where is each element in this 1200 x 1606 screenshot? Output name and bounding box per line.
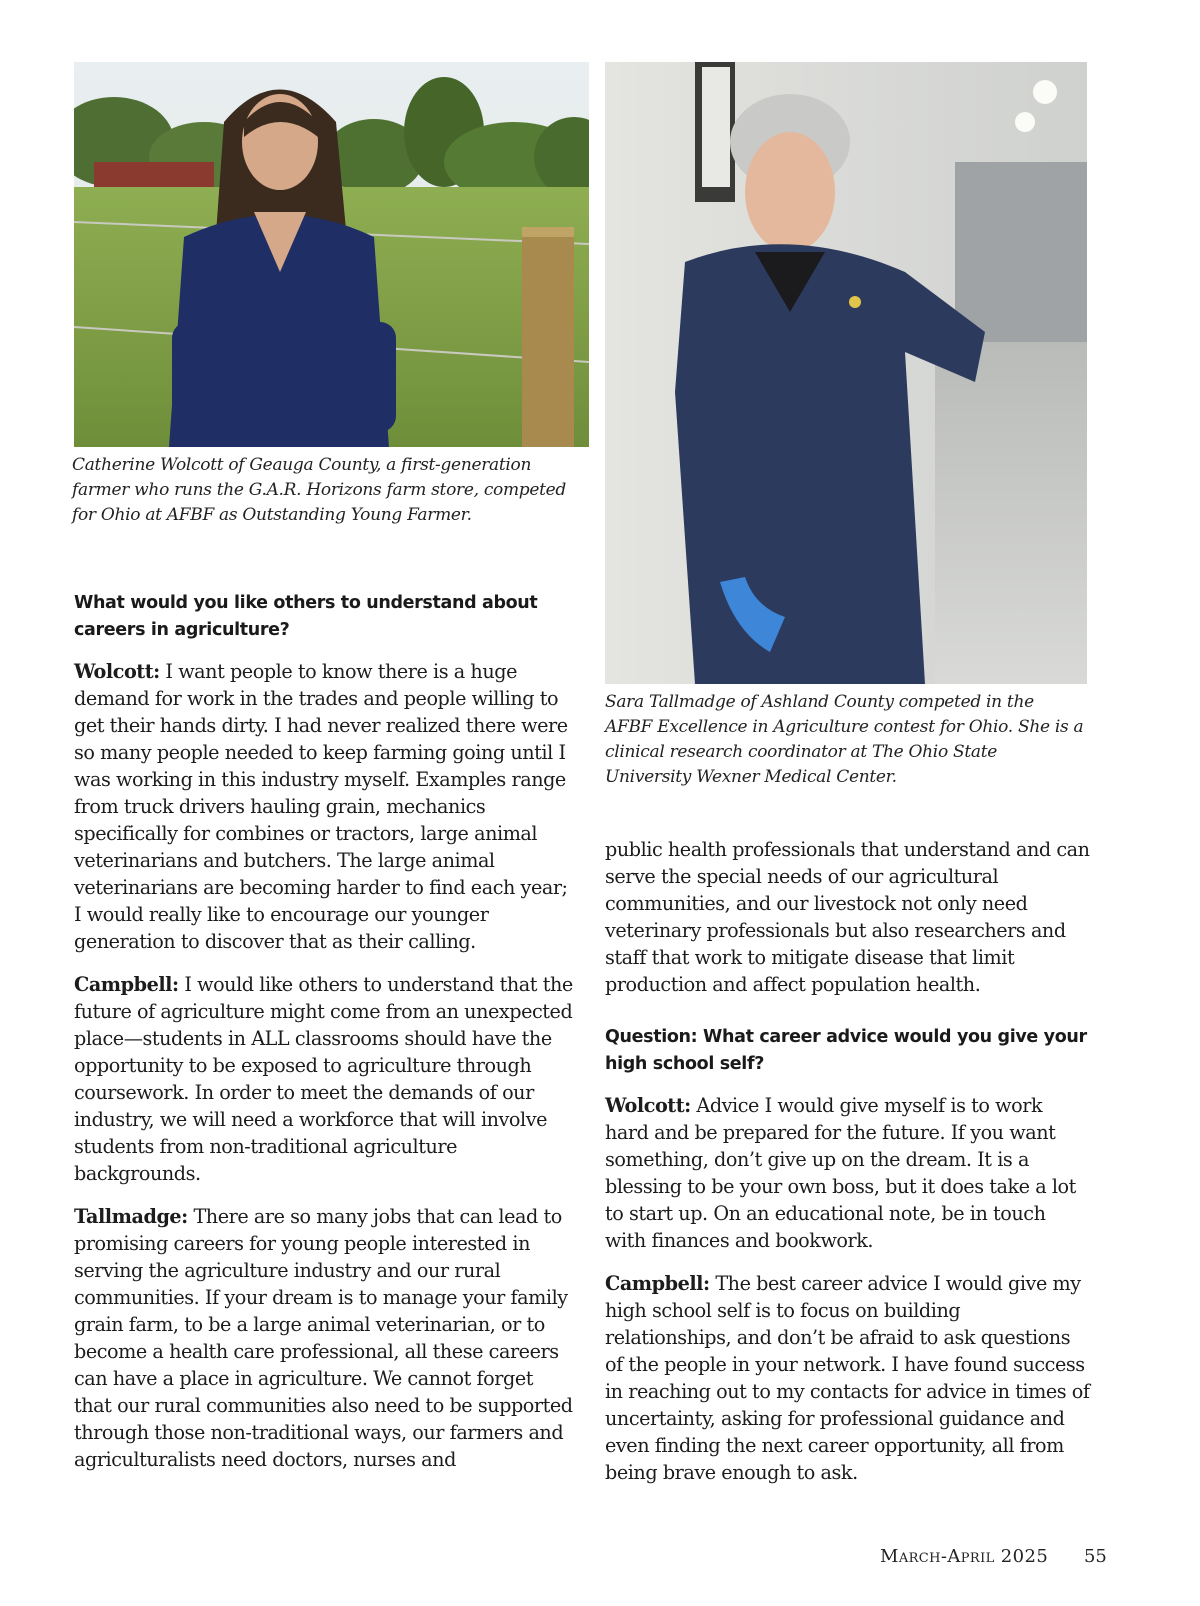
- answer-paragraph: [74, 658, 574, 955]
- speaker-name: Campbell:: [74, 973, 179, 996]
- page-number: 55: [1083, 1546, 1107, 1567]
- answer-paragraph: [74, 1203, 574, 1473]
- answer-paragraph: [605, 1270, 1090, 1486]
- answer-paragraph: [74, 971, 574, 1187]
- hallway-photo-illustration: [605, 62, 1087, 684]
- continuation-paragraph: public health professionals that understand and can serve the special needs of our agricultural communities, and our livestock not only need veterinary professionals but also researchers and staff that work to mitigate disease that limit production and affect population health.: [605, 838, 1090, 996]
- question-advice-heading: Question: What career advice would you give your high school self?: [605, 1027, 1087, 1074]
- photo-caption-tallmadge: Sara Tallmadge of Ashland County competed in the AFBF Excellence in Agriculture contest for Ohio. She is a clinical research coordinator at The Ohio State University Wexner Medical Center.: [605, 692, 1084, 787]
- speaker-name: Wolcott:: [605, 1094, 691, 1117]
- issue-date: March-April 2025: [880, 1546, 1049, 1567]
- right-article-column: [605, 836, 1090, 1502]
- photo-catherine-wolcott: [74, 62, 589, 447]
- page-footer: [880, 1546, 1140, 1567]
- photo-sara-tallmadge: [605, 62, 1087, 684]
- answer-text: I want people to know there is a huge demand for work in the trades and people willing to get their hands dirty. I had never realized there were so many people needed to keep farming going until I was working in this industry myself. Examples range from truck drivers hauling grain, mechanics specifically for combines or tractors, large animal veterinarians and butchers. The large animal veterinarians are becoming harder to find each year; I would really like to encourage our younger generation to discover that as their calling.: [74, 660, 568, 953]
- answer-text: There are so many jobs that can lead to promising careers for young people interested in serving the agriculture industry and our rural communities. If your dream is to manage your family grain farm, to be a large animal veterinarian, or to become a health care professional, all these careers can have a place in agriculture. We cannot forget that our rural communities also need to be supported through those non-traditional ways, our farmers and agriculturalists need doctors, nurses and: [74, 1205, 573, 1471]
- speaker-name: Wolcott:: [74, 660, 160, 683]
- answer-text: The best career advice I would give my high school self is to focus on building relationships, and don’t be afraid to ask questions of the people in your network. I have found success in reaching out to my contacts for advice in times of uncertainty, asking for professional guidance and even finding the next career opportunity, all from being brave enough to ask.: [605, 1272, 1090, 1484]
- question-careers-heading: What would you like others to understand about careers in agriculture?: [74, 593, 538, 640]
- photo-caption-wolcott: Catherine Wolcott of Geauga County, a first-generation farmer who runs the G.A.R. Horizons farm store, competed for Ohio at AFBF as Outstanding Young Farmer.: [72, 455, 567, 525]
- answer-text: Advice I would give myself is to work hard and be prepared for the future. If you want something, don’t give up on the dream. It is a blessing to be your own boss, but it does take a lot to start up. On an educational note, be in touch with finances and bookwork.: [605, 1094, 1076, 1252]
- left-article-column: [74, 590, 574, 1489]
- answer-text: I would like others to understand that the future of agriculture might come from an unexpected place—students in ALL classrooms should have the opportunity to be exposed to agriculture through coursework. In order to meet the demands of our industry, we will need a workforce that will involve students from non-traditional agriculture backgrounds.: [74, 973, 573, 1185]
- speaker-name: Campbell:: [605, 1272, 710, 1295]
- speaker-name: Tallmadge:: [74, 1205, 188, 1228]
- answer-paragraph: [605, 1092, 1090, 1254]
- farm-photo-illustration: [74, 62, 589, 447]
